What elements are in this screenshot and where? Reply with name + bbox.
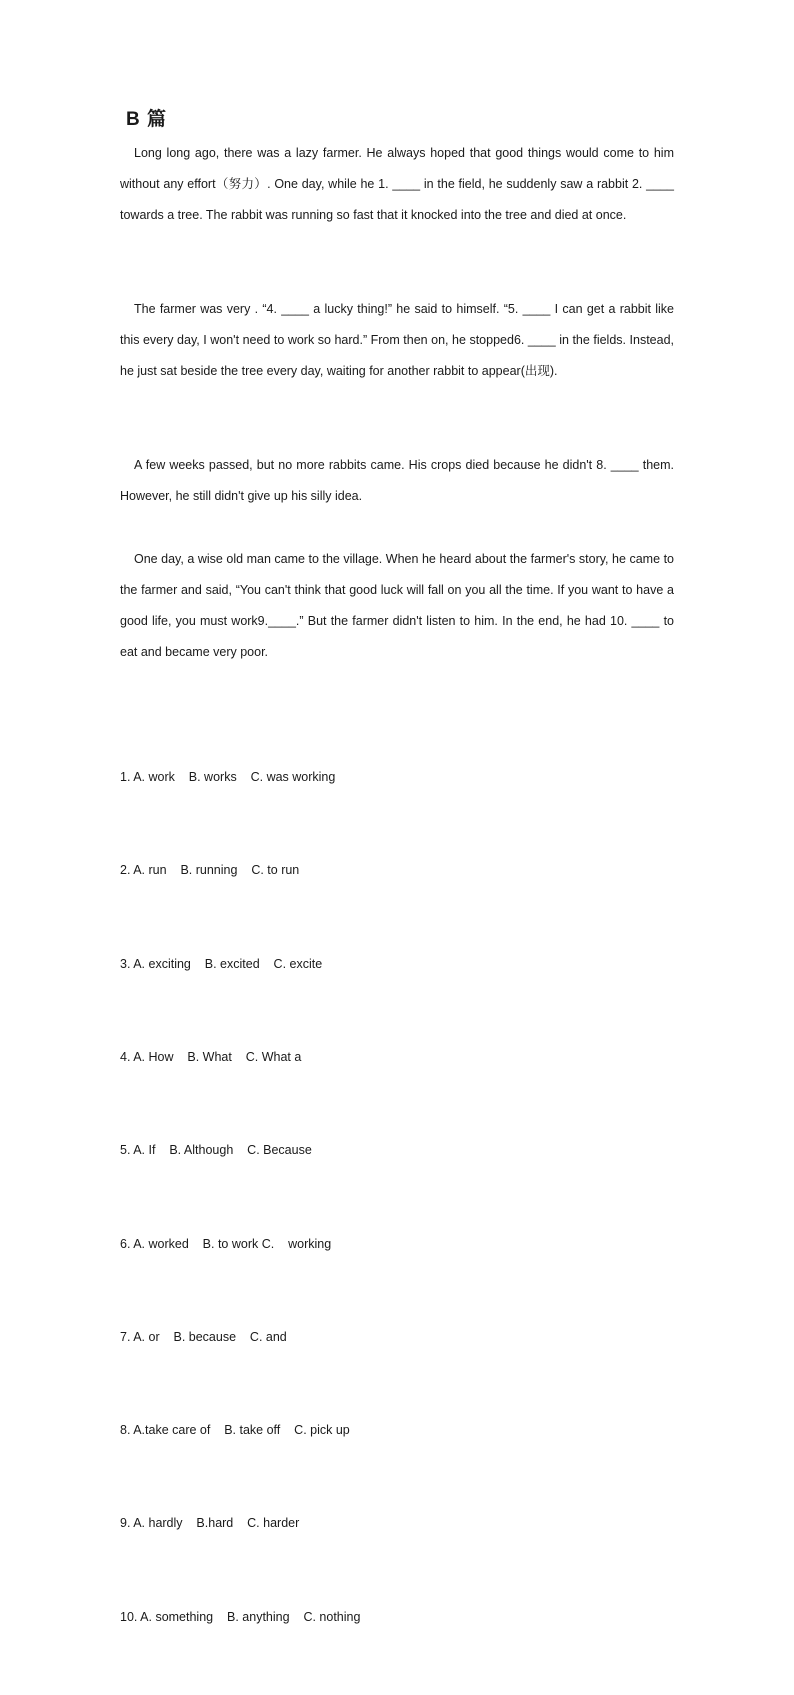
option-item-9: 9. A. hardly B.hard C. harder	[120, 1516, 300, 1531]
option-item-4: 4. A. How B. What C. What a	[120, 1050, 302, 1065]
option-item-7: 7. A. or B. because C. and	[120, 1329, 287, 1344]
answer-options-list	[120, 700, 360, 1695]
story-paragraph-1: Long long ago, there was a lazy farmer. He always hoped that good things would come to him without any effort（努力）. One day, while he 1. ____ in the field, he suddenly saw a rabbit 2. ____ towards a tree. The rabbit was running so fast that it knocked into the tree and died at once.	[120, 146, 674, 222]
option-item-6: 6. A. worked B. to work C. working	[120, 1236, 332, 1251]
option-item-3: 3. A. exciting B. excited C. excite	[120, 956, 323, 971]
story-paragraph-2: The farmer was very . “4. ____ a lucky thing!” he said to himself. “5. ____ I can get a rabbit like this every day, I won't need to work so hard.” From then on, he stopped6. ____ in the fields. Instead, he just sat beside the tree every day, waiting for another rabbit to appear(出现).	[120, 302, 674, 378]
option-item-10: 10. A. something B. anything C. nothing	[120, 1609, 361, 1624]
section-title: B 篇	[126, 109, 168, 130]
option-item-1: 1. A. work B. works C. was working	[120, 770, 336, 785]
story-paragraph-4: One day, a wise old man came to the village. When he heard about the farmer's story, he came to the farmer and said, “You can't think that good luck will fall on you all the time. If you want to have a good life, you must work9.____.” But the farmer didn't listen to him. In the end, he had 10. ____ to eat and became very poor.	[120, 552, 674, 659]
option-item-5: 5. A. If B. Although C. Because	[120, 1143, 312, 1158]
option-item-2: 2. A. run B. running C. to run	[120, 863, 300, 878]
story-paragraph-3: A few weeks passed, but no more rabbits came. His crops died because he didn't 8. ____ them. However, he still didn't give up his silly idea.	[120, 458, 674, 503]
option-item-8: 8. A.take care of B. take off C. pick up	[120, 1423, 350, 1438]
